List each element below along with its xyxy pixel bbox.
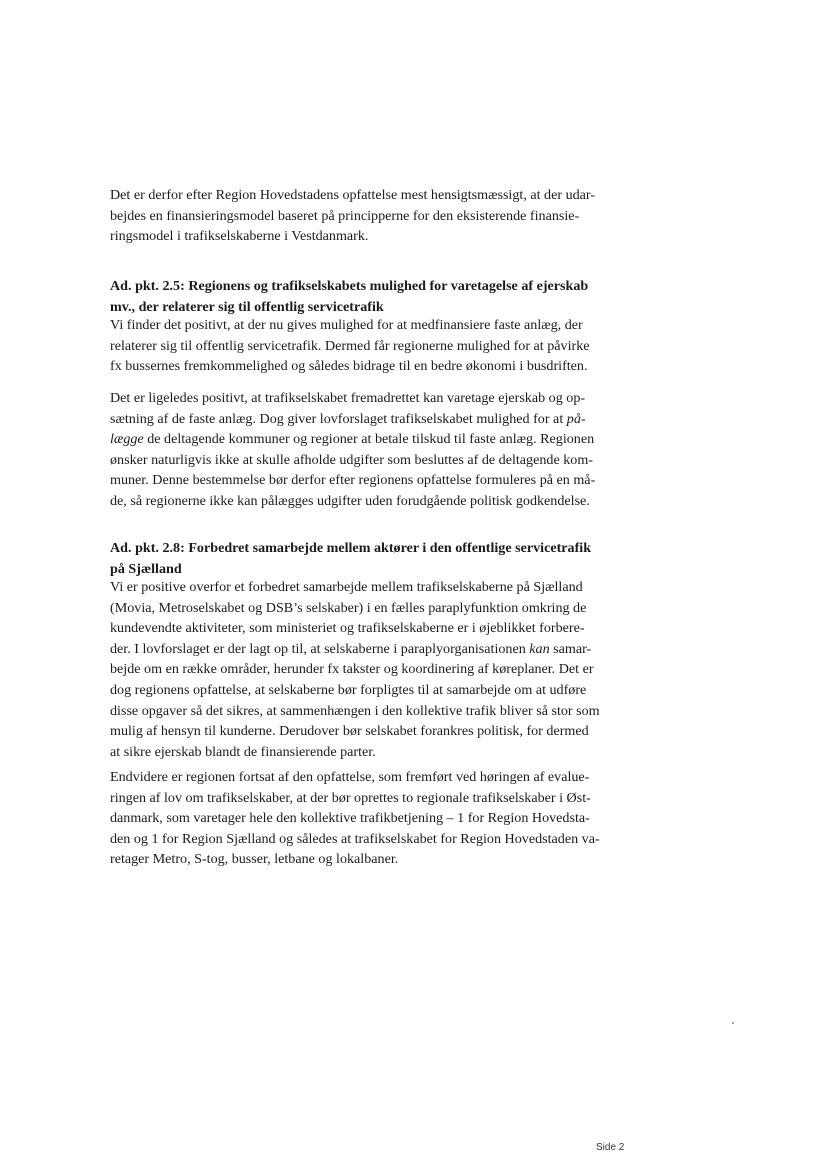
emphasis-text: lægge: [110, 431, 144, 448]
text-line: kundevendte aktiviteter, som ministeriet og trafikselskaberne er i øjeblikket forbere-: [110, 620, 585, 637]
text-line: [110, 639, 630, 660]
text-line: de, så regionerne ikke kan pålægges udgifter uden forudgående politisk godkendelse.: [110, 492, 590, 509]
heading-line: mv., der relaterer sig til offentlig servicetrafik: [110, 298, 384, 315]
heading-line: Ad. pkt. 2.8: Forbedret samarbejde mellem aktører i den offentlige servicetrafik: [110, 540, 592, 556]
section-2-8-paragraph-1: [110, 577, 630, 762]
text-line: relaterer sig til offentlig servicetrafik. Dermed får regionerne mulighed for at påvirke: [110, 337, 590, 354]
text-line: den og 1 for Region Sjælland og således at trafikselskabet for Region Hovedstaden va-: [110, 830, 600, 847]
text-line: at sikre ejerskab blandt de finansierende parter.: [110, 743, 376, 760]
text-line: [110, 429, 630, 450]
text-line: retager Metro, S-tog, busser, letbane og lokalbaner.: [110, 851, 399, 868]
text-line: disse opgaver så det sikres, at sammenhængen i den kollektive trafik bliver så stor som: [110, 702, 600, 719]
page-number: Side 2: [596, 1142, 625, 1153]
section-2-8-paragraph-2: [110, 767, 630, 870]
emphasis-text: kan: [529, 640, 550, 657]
text-line: Vi finder det positivt, at der nu gives mulighed for at medfinansiere faste anlæg, der: [110, 317, 583, 333]
text-line: danmark, som varetager hele den kollektive trafikbetjening – 1 for Region Hovedsta-: [110, 810, 590, 827]
scan-speck: [732, 1022, 734, 1024]
text-line: Det er derfor efter Region Hovedstadens opfattelse mest hensigtsmæssigt, at der udar-: [110, 187, 596, 203]
section-2-5-heading: [110, 276, 630, 317]
text-line: [110, 409, 630, 430]
text-line: bejde om en række områder, herunder fx takster og koordinering af køreplaner. Det er: [110, 661, 594, 678]
text-line: bejdes en finansieringsmodel baseret på principperne for den eksisterende finansie-: [110, 207, 580, 224]
text-span: sætning af de faste anlæg. Dog giver lovforslaget trafikselskabet mulighed for at: [110, 410, 567, 427]
text-line: dog regionens opfattelse, at selskaberne bør forpligtes til at samarbejde om at udføre: [110, 681, 587, 698]
text-line: Vi er positive overfor et forbedret samarbejde mellem trafikselskaberne på Sjælland: [110, 579, 583, 595]
text-line: ringsmodel i trafikselskaberne i Vestdanmark.: [110, 228, 369, 245]
text-line: fx bussernes fremkommelighed og således bidrage til en bedre økonomi i busdriften.: [110, 358, 588, 375]
section-2-5-paragraph-1: [110, 315, 630, 377]
text-line: ringen af lov om trafikselskaber, at der bør oprettes to regionale trafikselskaber i Øst-: [110, 789, 591, 806]
text-span: der. I lovforslaget er der lagt op til, at selskaberne i paraplyorganisationen: [110, 640, 530, 657]
text-span: samar-: [549, 640, 592, 657]
text-line: mulig af hensyn til kunderne. Derudover bør selskabet forankres politisk, for dermed: [110, 723, 589, 740]
text-span: de deltagende kommuner og regioner at betale tilskud til faste anlæg. Regionen: [143, 431, 595, 448]
intro-paragraph: [110, 185, 630, 247]
text-line: ønsker naturligvis ikke at skulle afholde udgifter som besluttes af de deltagende kom-: [110, 451, 593, 468]
heading-line: på Sjælland: [110, 560, 182, 577]
section-2-8-heading: [110, 538, 630, 579]
text-line: Endvidere er regionen fortsat af den opfattelse, som fremført ved høringen af evalue-: [110, 769, 590, 785]
text-line: (Movia, Metroselskabet og DSB’s selskaber) i en fælles paraplyfunktion omkring de: [110, 599, 587, 616]
emphasis-text: på-: [566, 410, 586, 427]
text-line: Det er ligeledes positivt, at trafikselskabet fremadrettet kan varetage ejerskab og op-: [110, 390, 586, 406]
section-2-5-paragraph-2: [110, 388, 630, 512]
text-line: muner. Denne bestemmelse bør derfor efter regionens opfattelse formuleres på en må-: [110, 472, 596, 489]
heading-line: Ad. pkt. 2.5: Regionens og trafikselskabets mulighed for varetagelse af ejerskab: [110, 278, 589, 294]
